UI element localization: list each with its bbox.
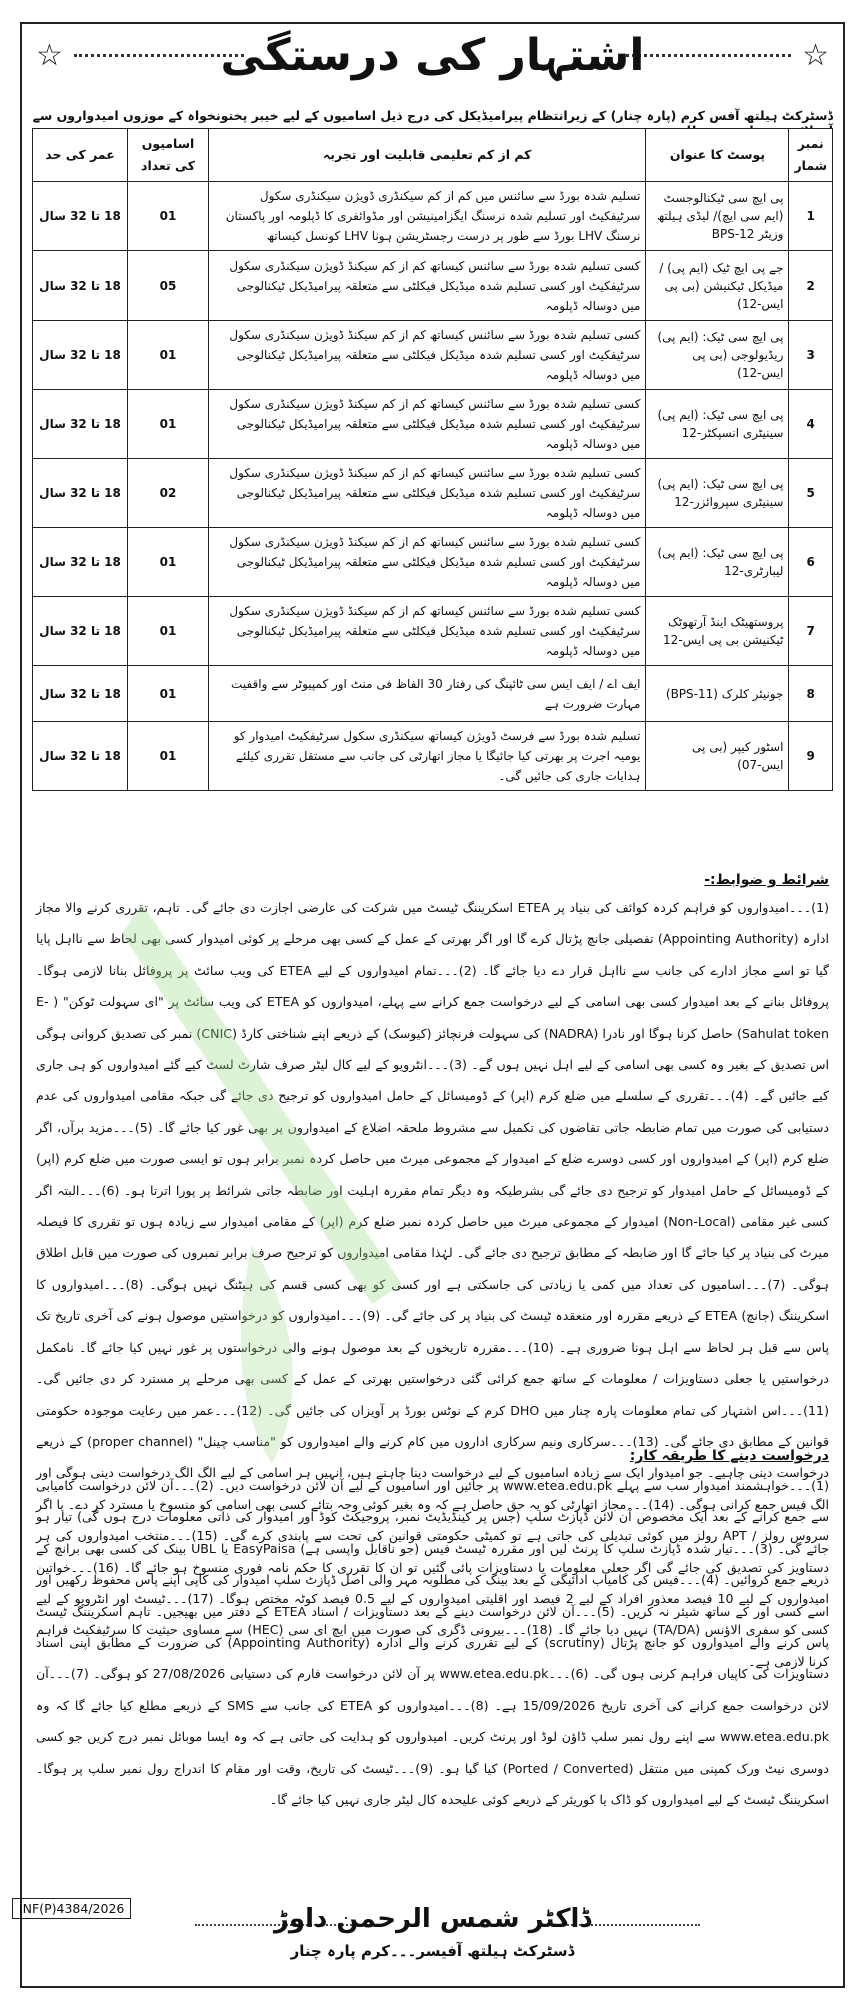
row-age: 18 تا 32 سال xyxy=(33,390,128,459)
row-post: پی ایچ سی ٹیک: (ایم پی) ریڈیولوجی (بی پی ایس-12) xyxy=(646,321,789,390)
table-row xyxy=(33,182,833,251)
page-title: اشتہار کی درستگی xyxy=(220,30,645,81)
row-post: پروستھیٹک اینڈ آرتھوٹک ٹیکنیشن بی پی ایس-12 xyxy=(646,597,789,666)
table-row xyxy=(33,459,833,528)
row-qualification: تسلیم شدہ بورڈ سے سائنس میں کم از کم سیکنڈری ڈویژن سیکنڈری سکول سرٹیفکیٹ اور تسلیم شدہ نرسنگ ایگزامینیشن اور مڈوائفری کا ڈپلومہ اور پاکستان نرسنگ LHV بورڈ سے طور پر درست رجسٹریشن ہونا LHV کونسل کیساتھ xyxy=(209,182,646,251)
row-post: پی ایچ سی ٹیک: (ایم پی) لیبارٹری-12 xyxy=(646,528,789,597)
header-count: اسامیوں کی تعداد xyxy=(128,129,209,182)
row-qualification: تسلیم شدہ بورڈ سے فرسٹ ڈویژن کیساتھ سیکنڈری سکول سرٹیفکیٹ امیدوار کو یومیہ اجرت پر بھرتی کیا جائیگا یا مجاز اتھارٹی کی جانب سے مستقل تقرری کیلئے ہدایات جاری کی جائیں گی۔ xyxy=(209,722,646,791)
row-age: 18 تا 32 سال xyxy=(33,182,128,251)
row-number: 7 xyxy=(789,597,833,666)
row-count: 01 xyxy=(128,182,209,251)
signatory-name: ڈاکٹر شمس الرحمن داوڑ xyxy=(273,1904,592,1934)
header-post: پوسٹ کا عنوان xyxy=(646,129,789,182)
row-count: 01 xyxy=(128,666,209,722)
row-post: اسٹور کیپر (بی پی ایس-07) xyxy=(646,722,789,791)
row-qualification: کسی تسلیم شدہ بورڈ سے سائنس کیساتھ کم از کم سیکنڈ ڈویژن سیکنڈری سکول سرٹیفکیٹ اور کسی تسلیم شدہ میڈیکل فیکلٹی سے متعلقہ پیرامیڈیکل ٹیکنالوجی میں دوسالہ ڈپلومہ xyxy=(209,528,646,597)
row-count: 01 xyxy=(128,321,209,390)
advertisement-page xyxy=(20,22,845,1988)
table-row xyxy=(33,722,833,791)
row-age: 18 تا 32 سال xyxy=(33,528,128,597)
table-row xyxy=(33,528,833,597)
apply-text: (1)۔۔۔خواہشمند امیدوار سب سے پہلے www.etea.edu.pk پر جائیں اور اسامیوں کے لیے آن لائن درخواست دیں۔ (2)۔۔۔آن لائن درخواست کامیابی سے جمع کرانے کے بعد ایک مخصوص آن لائن ڈپازٹ سلپ (جس پر کینڈیڈیٹ نمبر، پروجیکٹ کوڈ اور امیدوار کی ذاتی معلومات درج ہوں گی) تیار ہو جائے گی۔ (3)۔۔۔تیار شدہ ڈپازٹ سلپ کا پرنٹ لیں اور مقررہ ٹیسٹ فیس (جو ناقابل واپسی ہے) EasyPaisa یا UBL بینک کی کسی بھی برانچ کے ذریعے جمع کروائیں۔ (4)۔۔۔فیس کی کامیاب ادائیگی کے بعد بینک کی مطلوبہ مہر والی اصل ڈپازٹ سلپ امیدوار کی کاپی اپنے پاس محفوظ رکھیں اور اسے کسی اور کے ساتھ شیئر نہ کریں۔ (5)۔۔۔آن لائن درخواست دینے کے بعد دستاویزات / اسناد ETEA کے دفتر میں بھیجیں۔ تاہم اسکریننگ ٹیسٹ پاس کرنے والے امیدواروں کو جانچ پڑتال (scrutiny) کے لیے تقرری کرنے والے ادارہ (Appointing Authority) کی ضرورت کے مطابق اپنی اسناد دستاویزات کی کاپیاں فراہم کرنی ہوں گی۔ (6)۔۔۔www.etea.edu.pk پر آن لائن درخواست فارم کی دستیابی 27/08/2026 کو ہوگی۔ (7)۔۔۔آن لائن درخواست جمع کرانے کی آخری تاریخ 15/09/2026 ہے۔ (8)۔۔۔امیدواروں کو ETEA کی جانب سے SMS کے ذریعے مطلع کیا جائے گا کہ وہ www.etea.edu.pk سے اپنے رول نمبر سلپ ڈاؤن لوڈ اور پرنٹ کریں۔ امیدواروں کو ہدایت کی جاتی ہے کہ وہ ایسا موبائل نمبر درج کریں جو کسی دوسری نیٹ ورک کمپنی میں منتقل (Ported / Converted) کیا گیا ہو۔ (9)۔۔۔ٹیسٹ کی تاریخ، وقت اور مقام کا اندراج رول نمبر سلپ پر ہوگا۔ اسکریننگ ٹیسٹ کے لیے امیدواروں کو ڈاک یا کوریئر کے ذریعے کوئی علیحدہ کال لیٹر جاری نہیں کیا جائے گا۔ xyxy=(36,1478,830,1808)
reference-number: INF(P)4384/2026 xyxy=(12,1898,131,1919)
row-age: 18 تا 32 سال xyxy=(33,321,128,390)
row-qualification: کسی تسلیم شدہ بورڈ سے سائنس کیساتھ کم از کم سیکنڈ ڈویژن سیکنڈری سکول سرٹیفکیٹ اور کسی تسلیم شدہ میڈیکل فیکلٹی سے متعلقہ پیرامیڈیکل ٹیکنالوجی میں دوسالہ ڈپلومہ xyxy=(209,459,646,528)
row-age: 18 تا 32 سال xyxy=(33,459,128,528)
row-age: 18 تا 32 سال xyxy=(33,597,128,666)
row-qualification: کسی تسلیم شدہ بورڈ سے سائنس کیساتھ کم از کم سیکنڈ ڈویژن سیکنڈری سکول سرٹیفکیٹ اور کسی تسلیم شدہ میڈیکل فیکلٹی سے متعلقہ پیرامیڈیکل ٹیکنالوجی میں دوسالہ ڈپلومہ xyxy=(209,321,646,390)
terms-heading: شرائط و ضوابط:- xyxy=(704,872,829,888)
header xyxy=(22,24,843,104)
table-row xyxy=(33,597,833,666)
row-post: پی ایچ سی ٹیک: (ایم پی) سینیٹری سپروائزر-12 xyxy=(646,459,789,528)
row-post: جونیئر کلرک (BPS-11) xyxy=(646,666,789,722)
row-number: 8 xyxy=(789,666,833,722)
row-post: پی ایچ سی ٹیکنالوجسٹ (ایم سی ایچ)/ لیڈی ہیلتھ وزیٹر BPS-12 xyxy=(646,182,789,251)
row-count: 05 xyxy=(128,251,209,321)
row-count: 01 xyxy=(128,722,209,791)
row-age: 18 تا 32 سال xyxy=(33,722,128,791)
header-number: نمبر شمار xyxy=(789,129,833,182)
row-qualification: کسی تسلیم شدہ بورڈ سے سائنس کیساتھ کم از کم سیکنڈ ڈویژن سیکنڈری سکول سرٹیفکیٹ اور کسی تسلیم شدہ میڈیکل فیکلٹی سے متعلقہ پیرامیڈیکل ٹیکنالوجی میں دوسالہ ڈپلومہ xyxy=(209,251,646,321)
row-number: 1 xyxy=(789,182,833,251)
row-number: 5 xyxy=(789,459,833,528)
header-age: عمر کی حد xyxy=(33,129,128,182)
table-header-row xyxy=(33,129,833,182)
row-number: 6 xyxy=(789,528,833,597)
row-post: جے پی ایچ ٹیک (ایم پی) / میڈیکل ٹیکنیشن (بی پی ایس-12) xyxy=(646,251,789,321)
row-number: 2 xyxy=(789,251,833,321)
apply-heading: درخواست دینے کا طریقہ کار: xyxy=(629,1448,829,1464)
table-row xyxy=(33,390,833,459)
table-row xyxy=(33,666,833,722)
row-qualification: ایف اے / ایف ایس سی ٹائپنگ کی رفتار 30 الفاظ فی منٹ اور کمپیوٹر سے واقفیت مہارت ضرورت ہے xyxy=(209,666,646,722)
row-count: 01 xyxy=(128,597,209,666)
table-row xyxy=(33,251,833,321)
row-age: 18 تا 32 سال xyxy=(33,666,128,722)
terms-text: (1)۔۔۔امیدواروں کو فراہم کردہ کوائف کی بنیاد پر ETEA اسکریننگ ٹیسٹ میں شرکت کی عارضی اجازت دی جائے گی۔ تاہم، تقرری کرنے والا مجاز ادارہ (Appointing Authority) تفصیلی جانچ پڑتال کرے گا اور اگر بھرتی کے عمل کے کسی بھی مرحلے پر کوئی امیدوار کسی بھی لحاظ سے نااہل پایا گیا تو اسے مجاز ادارے کی جانب سے نااہل قرار دے دیا جائے گا۔ (2)۔۔۔تمام امیدواروں کے لیے ETEA کی ویب سائٹ پر پروفائل بنانا لازمی ہوگا۔ پروفائل بنانے کے بعد امیدوار کسی بھی اسامی کے لیے درخواست جمع کرانے سے پہلے، امیدواروں کو ETEA کی ویب سائٹ پر "ای سہولت ٹوکن" ( E-Sahulat token) حاصل کرنا ہوگا اور نادرا (NADRA) کی سہولت فرنچائز (کیوسک) کے ذریعے اپنے شناختی کارڈ (CNIC) نمبر کی تصدیق کروانی ہوگی اس تصدیق کے بغیر وہ کسی بھی اسامی کے لیے اہل نہیں ہوں گے۔ (3)۔۔۔انٹرویو کے لیے کال لیٹر صرف شارٹ لسٹ کیے گئے امیدواروں کو ہی جاری کیے جائیں گے۔ (4)۔۔۔تقرری کے سلسلے میں ضلع کرم (اپر) کے ڈومیسائل کے حامل امیدواروں کو ترجیح دی جائے گی جبکہ مقامی امیدواروں کی عدم دستیابی کی صورت میں تمام ضابطہ جاتی تقاضوں کی تکمیل سے مشروط ملحقہ اضلاع کے امیدواروں پر بھی غور کیا جائے گا۔ (5)۔۔۔مزید برآں، اگر ضلع کرم (اپر) کے امیدواروں اور کسی دوسرے ضلع کے امیدوار کے مجموعی میرٹ میں حاصل کردہ نمبر برابر ہوں تو ایسی صورت میں ضلع کرم (اپر) کے ڈومیسائل کے حامل امیدوار کو ترجیح دی جائے گی بشرطیکہ وہ دیگر تمام مقررہ اہلیت اور ضابطہ جاتی شرائط پر پورا اترتا ہو۔ (6)۔۔۔البتہ اگر کسی غیر مقامی (Non-Local) امیدوار کے مجموعی میرٹ میں حاصل کردہ نمبر ضلع کرم (اپر) کے مقامی امیدوار سے زیادہ ہوں تو تقرری کا فیصلہ میرٹ کی بنیاد پر کیا جائے گا اور ضابطہ کے مطابق ترجیح دی جائے گی۔ لہٰذا مقامی امیدواروں کو ترجیح صرف برابر نمبروں کی صورت میں قابل اطلاق ہوگی۔ (7)۔۔۔اسامیوں کی تعداد میں کمی یا زیادتی کی جاسکتی ہے اور کسی کو بھی کسی قسم کی ہیٹنگ نہیں ہوگی۔ (8)۔۔۔امیدواروں کا اسکریننگ (جانچ) ETEA کے ذریعے مقررہ اور منعقدہ ٹیسٹ کی بنیاد پر کی جائے گی۔ (9)۔۔۔امیدواروں کو درخواستیں موصول ہونے کی آخری تاریخ تک پاس سے قبل ہر لحاظ سے اہل ہونا ضروری ہے۔ (10)۔۔۔مقررہ تاریخوں کے بعد موصول ہونے والی درخواستوں پر غور نہیں کیا جائے گا۔ نامکمل درخواستیں یا جعلی دستاویزات / معلومات کے ساتھ جمع کرائی گئی درخواستیں بھرتی کے عمل کے کسی بھی مرحلے پر مسترد کر دی جائیں گی۔ (11)۔۔۔اس اشتہار کی تمام معلومات پارہ چنار میں DHO کرم کے نوٹس بورڈ پر آویزاں کی جائیں گی۔ (12)۔۔۔عمر میں رعایت موجودہ حکومتی قوانین کے مطابق دی جائے گی۔ (13)۔۔۔سرکاری ونیم سرکاری اداروں میں کام کرنے والے امیدواروں کو "مناسب چینل" (proper channel) کے ذریعے درخواست دینی چاہیے۔ جو امیدوار ایک سے زیادہ اسامیوں کے لیے درخواست دینا چاہتے ہیں، انہیں ہر اسامی کے لیے الگ الگ درخواست دینی ہوگی اور الگ فیس جمع کرانی ہوگی۔ (14)۔۔۔مجاز اتھارٹی کو یہ حق حاصل ہے کہ وہ بغیر کوئی وجہ بتائے کسی بھی اسامی کو منسوخ یا مسترد کر دے۔ یا اگر سروس رولز / APT رولز میں کوئی تبدیلی کی جاتی ہے تو کمیٹی حکومتی قوانین کی تحت سے پابندی کرے گی۔ (15)۔۔۔منتخب امیدواروں کی ہر دستاویز کی تصدیق کی جائے گی اگر جعلی معلومات یا دستاویزات پائی گئیں تو ان کا تقرری کا حکم نامہ فوری منسوخ ہو جائے گا۔ (16)۔۔۔خواتین امیدواروں کے لیے 10 فیصد معذور افراد کے لیے 2 فیصد اور اقلیتی امیدواروں کے لیے 0.5 فیصد کوٹہ مختص ہوگا۔ (17)۔۔۔ٹیسٹ اور انٹرویو کے لیے کسی کو سفری الاؤنس (TA/DA) نہیں دیا جائے گا۔ (18)۔۔۔بیرونی ڈگری کی صورت میں ایچ ای سی (HEC) سے مساوی حیثیت کا سرٹیفکیٹ فراہم کرنا لازمی ہے۔ xyxy=(36,900,830,1669)
header-qualification: کم از کم تعلیمی قابلیت اور تجربہ xyxy=(209,129,646,182)
row-number: 4 xyxy=(789,390,833,459)
row-count: 02 xyxy=(128,459,209,528)
row-number: 9 xyxy=(789,722,833,791)
star-icon: ☆ xyxy=(36,38,63,73)
intro-text: ڈسٹرکٹ ہیلتھ آفس کرم (پارہ چنار) کے زیرانتظام پیرامیڈیکل کی درج ذیل اسامیوں کے لیے خیبر پختونخواہ کے موزوں امیدواروں سے xyxy=(32,108,833,123)
row-number: 3 xyxy=(789,321,833,390)
signatory-role: ڈسٹرکٹ ہیلتھ آفیسر۔۔۔کرم پارہ چنار xyxy=(290,1942,575,1960)
table-row xyxy=(33,321,833,390)
row-qualification: کسی تسلیم شدہ بورڈ سے سائنس کیساتھ کم از کم سیکنڈ ڈویژن سیکنڈری سکول سرٹیفکیٹ اور کسی تسلیم شدہ میڈیکل فیکلٹی سے متعلقہ پیرامیڈیکل ٹیکنالوجی میں دوسالہ ڈپلومہ xyxy=(209,390,646,459)
row-count: 01 xyxy=(128,528,209,597)
row-post: پی ایچ سی ٹیک: (ایم پی) سینیٹری انسپکٹر-12 xyxy=(646,390,789,459)
row-qualification: کسی تسلیم شدہ بورڈ سے سائنس کیساتھ کم از کم سیکنڈ ڈویژن سیکنڈری سکول سرٹیفکیٹ اور کسی تسلیم شدہ میڈیکل فیکلٹی سے متعلقہ پیرامیڈیکل ٹیکنالوجی میں دوسالہ ڈپلومہ xyxy=(209,597,646,666)
posts-table xyxy=(32,128,833,791)
row-count: 01 xyxy=(128,390,209,459)
star-icon: ☆ xyxy=(802,38,829,73)
row-age: 18 تا 32 سال xyxy=(33,251,128,321)
